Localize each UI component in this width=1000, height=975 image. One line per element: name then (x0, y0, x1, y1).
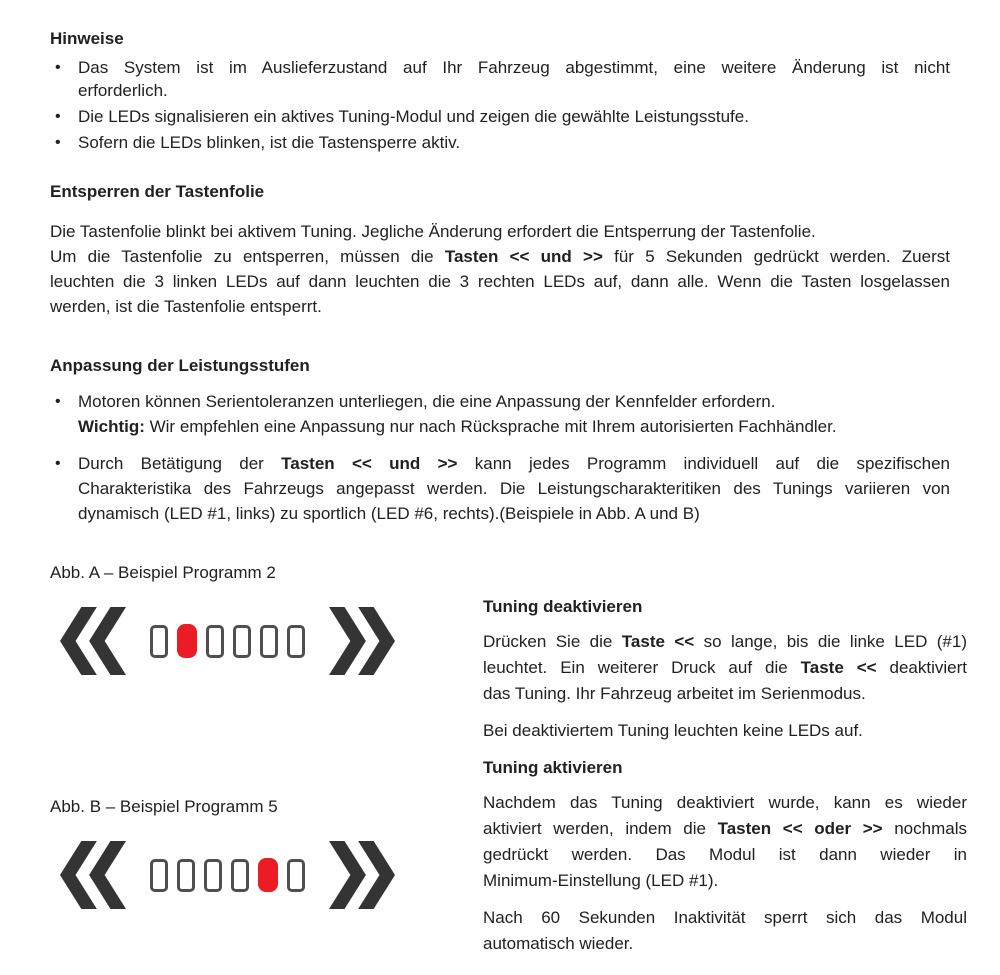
led-indicator-active (258, 858, 278, 892)
text-line: leuchten die 3 linken LEDs auf dann leuchten die 3 rechten LEDs auf, dann alle. Wenn die Tasten losgelassen (50, 272, 950, 291)
led-indicator (204, 859, 222, 892)
chevron-left-icon (60, 606, 126, 676)
bullet-text (78, 56, 950, 102)
text-line: Motoren können Serientoleranzen unterliegen, die eine Anpassung der Kennfelder erfordern. (78, 392, 776, 411)
text-line: Charakteristika des Fahrzeugs angepasst werden. Die Leistungscharakteritiken des Tunings variieren von (78, 479, 950, 498)
activate-paragraph-1 (483, 790, 967, 894)
text-line: dynamisch (LED #1, links) zu sportlich (LED #6, rechts).(Beispiele in Abb. A und B) (78, 504, 700, 523)
text-line: Das System ist im Auslieferzustand auf Ihr Fahrzeug abgestimmt, eine weitere Änderung ist nicht (78, 58, 950, 77)
led-strip (150, 858, 305, 892)
text-line: Drücken Sie die Taste << so lange, bis die linke LED (#1) (483, 632, 967, 651)
text-line: leuchtet. Ein weiterer Druck auf die Taste << deaktiviert (483, 658, 967, 677)
bullet-icon: • (55, 59, 61, 76)
chevron-right-icon (329, 840, 395, 910)
anpassung-bullet-list (50, 389, 950, 526)
bullet-text (78, 131, 950, 154)
deactivate-paragraph-1 (483, 629, 967, 707)
chevron-right-icon (329, 606, 395, 676)
text-line: das Tuning. Ihr Fahrzeug arbeitet im Serienmodus. (483, 684, 866, 703)
text-line: erforderlich. (78, 81, 168, 100)
text-line: gedrückt werden. Das Modul ist dann wieder in (483, 845, 967, 864)
led-indicator (231, 859, 249, 892)
heading-hinweise: Hinweise (50, 29, 124, 48)
section-entsperren (0, 181, 1000, 319)
text-line: Durch Betätigung der Tasten << und >> kann jedes Programm individuell auf die spezifischen (78, 454, 950, 473)
led-indicator (177, 859, 195, 892)
text-line: werden, ist die Tastenfolie entsperrt. (50, 297, 322, 316)
heading-tuning-aktivieren: Tuning aktivieren (483, 758, 623, 777)
bullet-icon: • (55, 134, 61, 151)
deactivate-paragraph-2 (483, 718, 967, 744)
text-line: Bei deaktiviertem Tuning leuchten keine LEDs auf. (483, 721, 863, 740)
led-indicator (260, 625, 278, 658)
hinweise-bullet-list (50, 56, 950, 154)
text-line: Sofern die LEDs blinken, ist die Tastensperre aktiv. (78, 133, 461, 152)
section-hinweise (0, 28, 1000, 154)
led-indicator (287, 625, 305, 658)
entsperren-paragraph (50, 219, 950, 319)
text-line: Nach 60 Sekunden Inaktivität sperrt sich das Modul (483, 908, 967, 927)
activate-paragraph-2 (483, 905, 967, 957)
figure-a-label: Abb. A – Beispiel Programm 2 (50, 563, 276, 582)
bullet-icon: • (55, 108, 61, 125)
text-line: Die LEDs signalisieren ein aktives Tuning-Modul und zeigen die gewählte Leistungsstufe. (78, 107, 749, 126)
bullet-text (78, 451, 950, 526)
bullet-text (78, 105, 950, 128)
led-indicator (287, 859, 305, 892)
text-line: Die Tastenfolie blinkt bei aktivem Tuning. Jegliche Änderung erfordert die Entsperrung der Tastenfolie. (50, 222, 816, 241)
section-anpassung (0, 355, 1000, 526)
bullet-item (50, 389, 950, 439)
chevron-left-icon (60, 840, 126, 910)
text-line: Wichtig: Wir empfehlen eine Anpassung nur nach Rücksprache mit Ihrem autorisierten Fachhändler. (78, 417, 837, 436)
figure-b-diagram (50, 840, 483, 910)
text-line: Nachdem das Tuning deaktiviert wurde, kann es wieder (483, 793, 967, 812)
figure-b-label: Abb. B – Beispiel Programm 5 (50, 797, 278, 816)
text-line: aktiviert werden, indem die Tasten << oder >> nochmals (483, 819, 967, 838)
bullet-icon: • (55, 393, 61, 410)
figures-and-instructions (0, 556, 1000, 957)
bullet-item (50, 451, 950, 526)
heading-tuning-deaktivieren: Tuning deaktivieren (483, 597, 643, 616)
bullet-text (78, 389, 950, 439)
instructions-column (483, 556, 967, 957)
bullet-item (50, 56, 950, 102)
text-line: automatisch wieder. (483, 934, 634, 953)
bullet-icon: • (55, 455, 61, 472)
text-line: Um die Tastenfolie zu entsperren, müssen die Tasten << und >> für 5 Sekunden gedrückt werden. Zuerst (50, 247, 950, 266)
bullet-item (50, 131, 950, 154)
led-strip (150, 624, 305, 658)
bullet-item (50, 105, 950, 128)
heading-entsperren: Entsperren der Tastenfolie (50, 182, 265, 201)
led-indicator (233, 625, 251, 658)
figures-column (50, 556, 483, 957)
led-indicator (206, 625, 224, 658)
led-indicator (150, 859, 168, 892)
led-indicator-active (177, 624, 197, 658)
figure-a-diagram (50, 606, 483, 676)
led-indicator (150, 625, 168, 658)
heading-anpassung: Anpassung der Leistungsstufen (50, 356, 310, 375)
text-line: Minimum-Einstellung (LED #1). (483, 871, 719, 890)
